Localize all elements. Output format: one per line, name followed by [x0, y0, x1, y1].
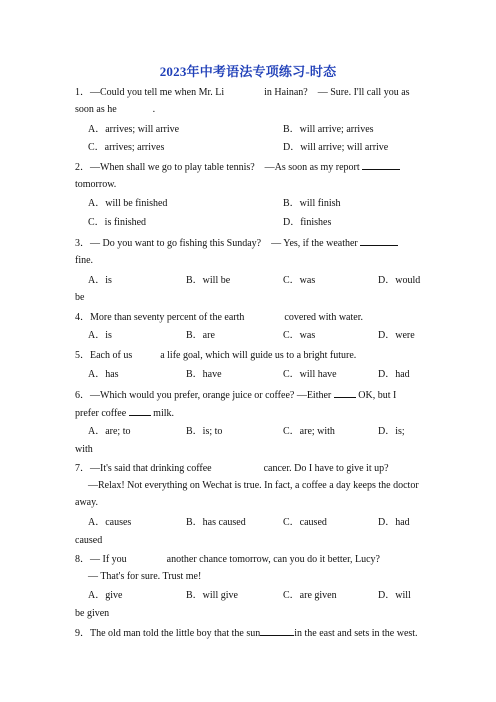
- question-7-wrap: [75, 532, 422, 549]
- question-5-options: [88, 366, 426, 383]
- option-c[interactable]: C．caused: [283, 517, 327, 528]
- question-4-options: [88, 327, 426, 344]
- answer-blank: [360, 234, 398, 246]
- option-c[interactable]: C．is finished: [88, 217, 147, 228]
- question-7-line2: —Relax! Not everything on Wechat is true. In fact, a coffee a day keeps the doctor: [88, 480, 419, 491]
- question-6-line2-cont: milk.: [153, 408, 175, 419]
- question-6-text-cont: OK, but I: [358, 390, 397, 401]
- question-4-text-cont: covered with water.: [284, 312, 363, 323]
- option-b[interactable]: B．have: [186, 369, 222, 380]
- option-b[interactable]: B．will arrive; arrives: [283, 124, 374, 135]
- question-8-line2: — That's for sure. Trust me!: [88, 571, 202, 582]
- option-c[interactable]: C．was: [283, 275, 316, 286]
- option-a[interactable]: A．is: [88, 275, 112, 286]
- option-d[interactable]: D．had: [378, 369, 410, 380]
- question-6-line2: prefer coffee: [75, 408, 127, 419]
- question-1: [75, 84, 422, 118]
- question-8-text-cont: another chance tomorrow, can you do it better, Lucy?: [166, 554, 380, 565]
- option-d-continuation: be given: [75, 608, 110, 619]
- question-3-line2: fine.: [75, 255, 94, 266]
- option-a[interactable]: A．give: [88, 590, 123, 601]
- question-5-text: 5．Each of us: [75, 350, 133, 361]
- option-d-continuation: caused: [75, 535, 103, 546]
- question-2-text: 2．—When shall we go to play table tennis? —As soon as my report: [75, 162, 360, 173]
- question-3-wrap: [75, 289, 422, 306]
- option-a[interactable]: A．will be finished: [88, 198, 168, 209]
- question-8-text: 8．— If you: [75, 554, 127, 565]
- question-1-text: 1．—Could you tell me when Mr. Li: [75, 87, 225, 98]
- option-d[interactable]: D．will: [378, 590, 411, 601]
- question-1-line2: soon as he: [75, 104, 117, 115]
- question-3-text: 3．— Do you want to go fishing this Sunday? — Yes, if the weather: [75, 238, 358, 249]
- option-a[interactable]: A．is: [88, 330, 112, 341]
- option-c[interactable]: C．was: [283, 330, 316, 341]
- option-c[interactable]: C．arrives; arrives: [88, 142, 165, 153]
- option-b[interactable]: B．will be: [186, 275, 231, 286]
- option-a[interactable]: A．causes: [88, 517, 132, 528]
- question-7: [75, 460, 422, 511]
- question-3: [75, 234, 422, 269]
- option-b[interactable]: B．will give: [186, 590, 238, 601]
- option-a[interactable]: A．has: [88, 369, 119, 380]
- question-4-text: 4．More than seventy percent of the earth: [75, 312, 245, 323]
- question-2: [75, 158, 422, 193]
- question-8-options: [88, 587, 426, 604]
- question-8-wrap: [75, 605, 422, 622]
- option-a[interactable]: A．arrives; will arrive: [88, 124, 180, 135]
- page-title: 2023年中考语法专项练习-时态: [159, 64, 337, 79]
- question-3-options: [88, 272, 426, 289]
- question-5: [75, 347, 422, 364]
- answer-blank: [129, 404, 151, 416]
- question-8: [75, 551, 422, 585]
- question-9: [75, 624, 422, 642]
- question-7-text-cont: cancer. Do I have to give it up?: [263, 463, 389, 474]
- option-d[interactable]: D．would: [378, 275, 421, 286]
- question-6: [75, 386, 422, 422]
- answer-blank: [362, 158, 400, 170]
- question-6-options: [88, 423, 426, 440]
- question-2-options-2: [88, 214, 426, 231]
- option-d-continuation: with: [75, 444, 93, 455]
- question-1-text-cont: in Hainan? — Sure. I'll call you as: [264, 87, 410, 98]
- option-c[interactable]: C．are; with: [283, 426, 335, 437]
- question-7-text: 7．—It's said that drinking coffee: [75, 463, 212, 474]
- question-2-options: [88, 195, 426, 212]
- question-1-options: [88, 121, 426, 138]
- answer-blank: [334, 386, 356, 398]
- question-1-options-2: [88, 139, 426, 156]
- option-d[interactable]: D．will arrive; will arrive: [283, 142, 389, 153]
- option-b[interactable]: B．will finish: [283, 198, 341, 209]
- option-b[interactable]: B．is; to: [186, 426, 223, 437]
- question-2-line2: tomorrow.: [75, 179, 117, 190]
- answer-blank: [260, 624, 294, 636]
- question-9-text: 9．The old man told the little boy that the sun: [75, 628, 261, 639]
- option-a[interactable]: A．are; to: [88, 426, 131, 437]
- question-4: [75, 309, 422, 326]
- question-7-options: [88, 514, 426, 531]
- option-d[interactable]: D．were: [378, 330, 415, 341]
- question-7-line3: away.: [75, 497, 98, 508]
- option-d[interactable]: D．finishes: [283, 217, 332, 228]
- option-d[interactable]: D．is;: [378, 426, 405, 437]
- option-d-continuation: be: [75, 292, 85, 303]
- question-6-wrap: [75, 441, 422, 458]
- question-5-text-cont: a life goal, which will guide us to a bright future.: [160, 350, 357, 361]
- option-c[interactable]: C．are given: [283, 590, 337, 601]
- option-c[interactable]: C．will have: [283, 369, 337, 380]
- option-b[interactable]: B．are: [186, 330, 215, 341]
- option-b[interactable]: B．has caused: [186, 517, 246, 528]
- option-d[interactable]: D．had: [378, 517, 410, 528]
- question-9-text-cont: in the east and sets in the west.: [294, 628, 418, 639]
- question-6-text: 6．—Which would you prefer, orange juice or coffee? —Either: [75, 390, 332, 401]
- question-1-period: .: [152, 104, 156, 115]
